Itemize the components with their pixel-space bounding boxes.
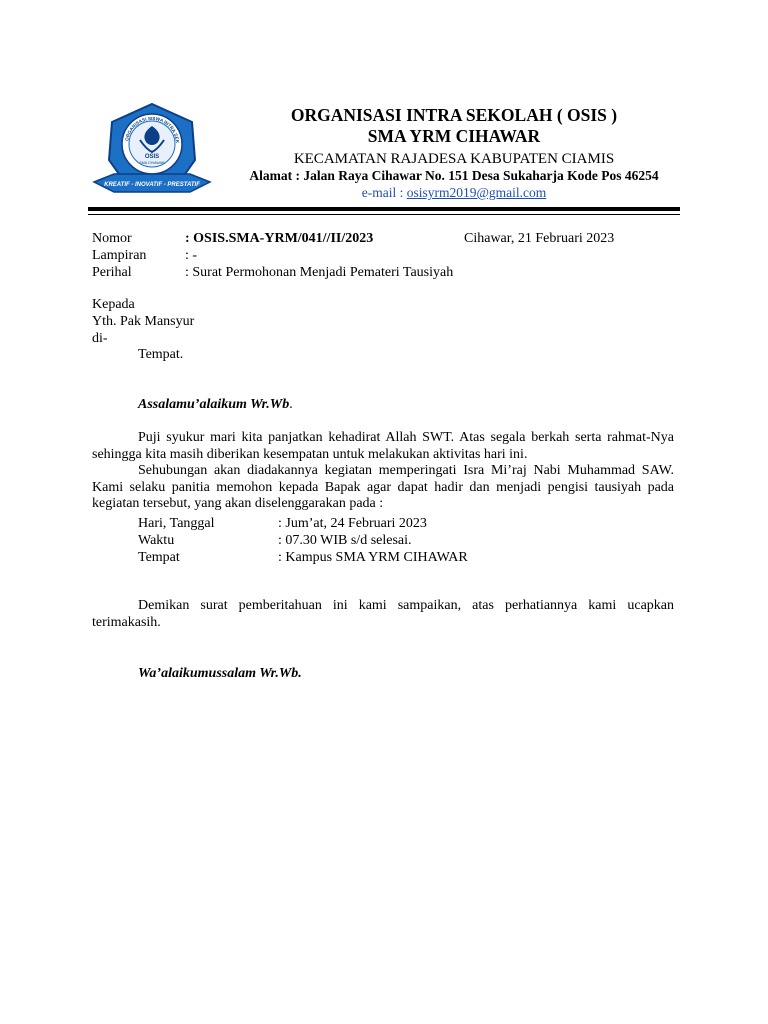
lampiran-label: Lampiran: [92, 248, 147, 263]
detail-label-3: Tempat: [138, 550, 180, 565]
recipient-line-1: Kepada: [92, 297, 135, 312]
header-rule-thin: [88, 214, 680, 215]
paragraph-1: [92, 430, 674, 463]
email-label: e-mail :: [361, 185, 407, 200]
letterhead: [220, 104, 688, 202]
greeting-text: Assalamu’alaikum Wr.Wb: [138, 397, 290, 412]
school-name: SMA YRM CIHAWAR: [367, 126, 541, 146]
email-link[interactable]: osisyrm2019@gmail.com: [406, 185, 547, 200]
greeting: [138, 396, 293, 413]
detail-label-2: Waktu: [138, 533, 175, 548]
closing-paragraph: [92, 598, 674, 631]
recipient-line-3: di-: [92, 331, 108, 346]
osis-logo: [92, 100, 212, 200]
perihal-label: Perihal: [92, 265, 132, 280]
detail-value-3: : Kampus SMA YRM CIHAWAR: [278, 550, 468, 565]
detail-value-2: : 07.30 WIB s/d selesai.: [278, 533, 412, 548]
perihal-value: : Surat Permohonan Menjadi Pemateri Tausiyah: [185, 265, 454, 280]
email-line: [220, 184, 688, 202]
nomor-label: Nomor: [92, 231, 132, 246]
detail-label-1: Hari, Tanggal: [138, 516, 215, 531]
paragraph-1-text: Puji syukur mari kita panjatkan kehadirat Allah SWT. Atas segala berkah serta rahmat-Nya sehingga kita masih diberikan kesempatan untuk melakukan aktivitas hari ini.: [92, 430, 674, 462]
district: KECAMATAN RAJADESA KABUPATEN CIAMIS: [293, 151, 615, 167]
lampiran-value: : -: [185, 248, 198, 263]
place-date: Cihawar, 21 Februari 2023: [464, 231, 615, 246]
logo-ribbon-text: KREATIF - INOVATIF - PRESTATIF: [104, 182, 200, 188]
recipient-line-4: Tempat.: [138, 347, 184, 362]
paragraph-2-text: Sehubungan akan diadakannya kegiatan memperingati Isra Mi’raj Nabi Muhammad SAW. Kami selaku panitia memohon kepada Bapak agar dapat hadir dan menjadi pengisi tausiyah pada kegiatan tersebut, yang akan diselenggarakan pada :: [92, 463, 674, 511]
closing-text: Demikan surat pemberitahuan ini kami sampaikan, atas perhatiannya kami ucapkan terimakasih.: [92, 598, 674, 630]
closing-salam: Wa’alaikumussalam Wr.Wb.: [138, 666, 302, 681]
greeting-end: .: [289, 397, 293, 412]
header-rule-thick: [88, 207, 680, 211]
address: Alamat : Jalan Raya Cihawar No. 151 Desa Sukaharja Kode Pos 46254: [249, 168, 659, 183]
logo-ring-text: ORGANISASI SISWA INTRA SEK: [124, 115, 181, 144]
logo-sub-text: SMA CIHAWAR: [139, 161, 165, 165]
recipient-line-2: Yth. Pak Mansyur: [92, 314, 195, 329]
paragraph-2: [92, 463, 674, 513]
detail-value-1: : Jum’at, 24 Februari 2023: [278, 516, 427, 531]
logo-center-text: OSIS: [144, 154, 160, 160]
nomor-value: : OSIS.SMA-YRM/041//II/2023: [185, 231, 374, 246]
org-name: ORGANISASI INTRA SEKOLAH ( OSIS ): [290, 105, 618, 125]
